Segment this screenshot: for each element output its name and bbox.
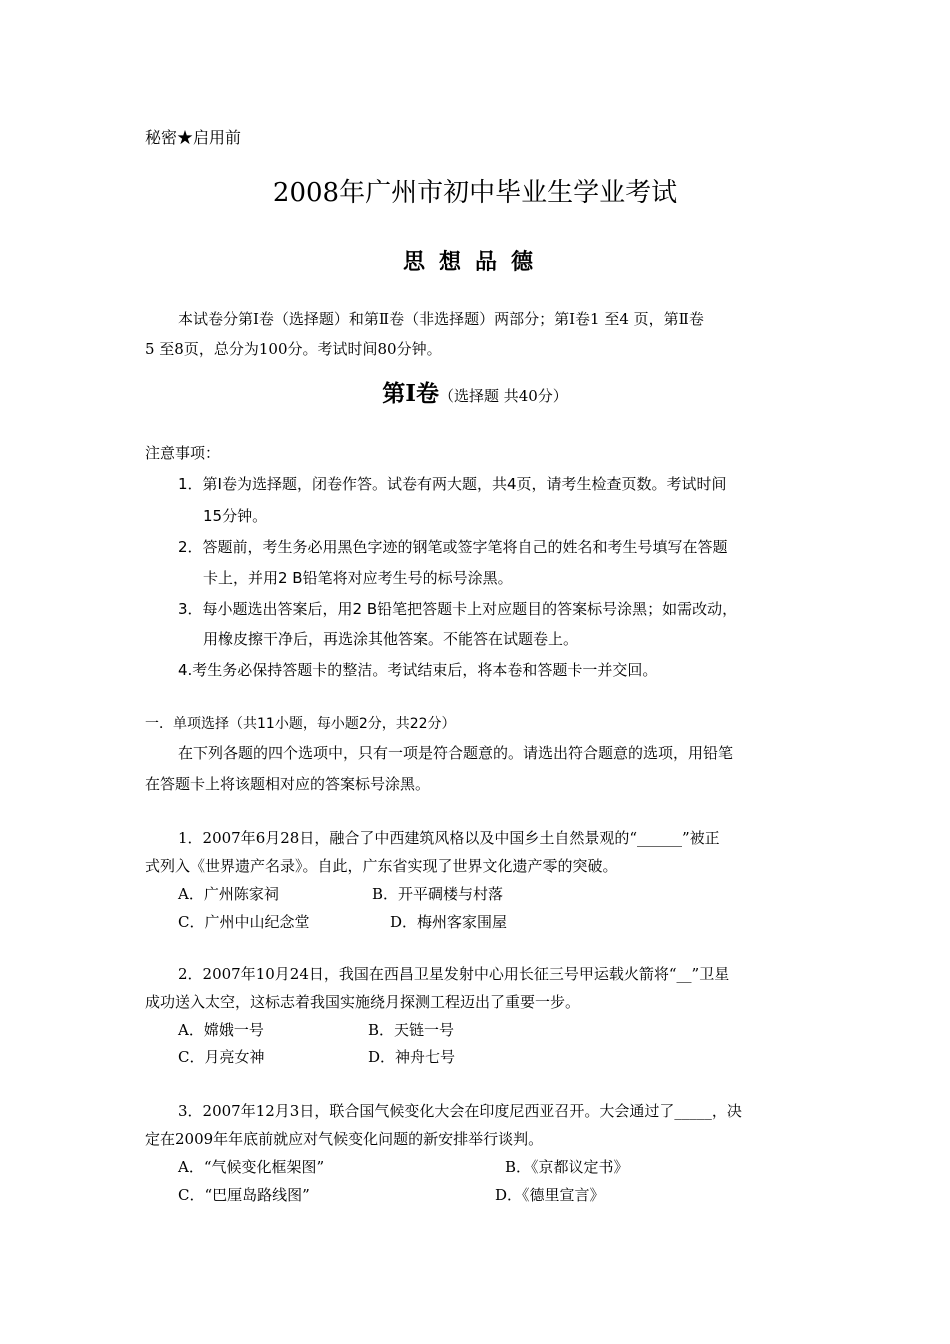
section-instructions-1: 在下列各题的四个选项中，只有一项是符合题意的。请选出符合题意的选项，用铅笔	[178, 744, 734, 762]
question-1-option-a: A．广州陈家祠	[178, 885, 279, 903]
question-3-line-1: 3．2007年12月3日，联合国气候变化大会在印度尼西亚召开。大会通过了_____，决	[178, 1102, 742, 1120]
notice-title: 注意事项：	[145, 444, 221, 462]
notice-item-1: 1．第Ⅰ卷为选择题，闭卷作答。试卷有两大题，共4页，请考生检查页数。考试时间	[178, 475, 727, 493]
question-1-option-d: D．梅州客家围屋	[390, 913, 508, 931]
volume-sub: （选择题 共40分）	[438, 387, 568, 405]
question-2-option-d: D．神舟七号	[368, 1048, 456, 1066]
question-1-line-1: 1．2007年6月28日，融合了中西建筑风格以及中国乡土自然景观的“______”被正	[178, 829, 720, 847]
question-1-line-2: 式列入《世界遗产名录》。自此，广东省实现了世界文化遗产零的突破。	[145, 857, 618, 875]
question-2-option-c: C．月亮女神	[178, 1048, 265, 1066]
volume-heading	[0, 375, 950, 408]
section-title: 一．单项选择（共11小题，每小题2分，共22分）	[145, 716, 456, 732]
question-1-option-b: B．开平碉楼与村落	[372, 885, 504, 903]
notice-item-1-cont: 15分钟。	[203, 507, 268, 525]
intro-line-2: 5 至8页，总分为100分。考试时间80分钟。	[145, 340, 442, 358]
question-2-option-b: B．天链一号	[368, 1021, 455, 1039]
question-3-option-c: C．“巴厘岛路线图”	[178, 1186, 310, 1204]
section-instructions-2: 在答题卡上将该题相对应的答案标号涂黑。	[145, 775, 431, 793]
subject-title: 思想品德	[402, 249, 547, 275]
question-3-option-b: B．《京都议定书》	[505, 1158, 629, 1176]
notice-item-4: 4.考生务必保持答题卡的整洁。考试结束后，将本卷和答题卡一并交回。	[178, 661, 658, 679]
notice-item-3-cont: 用橡皮擦干净后，再选涂其他答案。不能答在试题卷上。	[203, 630, 579, 648]
exam-title: 2008年广州市初中毕业生学业考试	[272, 178, 678, 208]
notice-item-2: 2．答题前，考生务必用黑色字迹的钢笔或签字笔将自己的姓名和考生号填写在答题	[178, 538, 728, 556]
notice-item-3: 3．每小题选出答案后，用2 B铅笔把答题卡上对应题目的答案标号涂黑；如需改动，	[178, 600, 738, 618]
question-2-option-a: A．嫦娥一号	[178, 1021, 264, 1039]
question-3-option-a: A．“气候变化框架图”	[178, 1158, 325, 1176]
question-2-line-1: 2．2007年10月24日，我国在西昌卫星发射中心用长征三号甲运载火箭将“__”卫星	[178, 965, 730, 983]
question-3-line-2: 定在2009年年底前就应对气候变化问题的新安排举行谈判。	[145, 1130, 544, 1148]
confidential-mark: 秘密★启用前	[145, 128, 242, 147]
question-3-option-d: D．《德里宣言》	[495, 1186, 605, 1204]
question-1-option-c: C．广州中山纪念堂	[178, 913, 310, 931]
question-2-line-2: 成功送入太空，这标志着我国实施绕月探测工程迈出了重要一步。	[145, 993, 581, 1011]
intro-line-1: 本试卷分第Ⅰ卷（选择题）和第Ⅱ卷（非选择题）两部分；第Ⅰ卷1 至4 页，第Ⅱ卷	[178, 310, 704, 328]
volume-main: 第Ⅰ卷	[382, 380, 439, 407]
notice-item-2-cont: 卡上，并用2 B铅笔将对应考生号的标号涂黑。	[203, 569, 513, 587]
